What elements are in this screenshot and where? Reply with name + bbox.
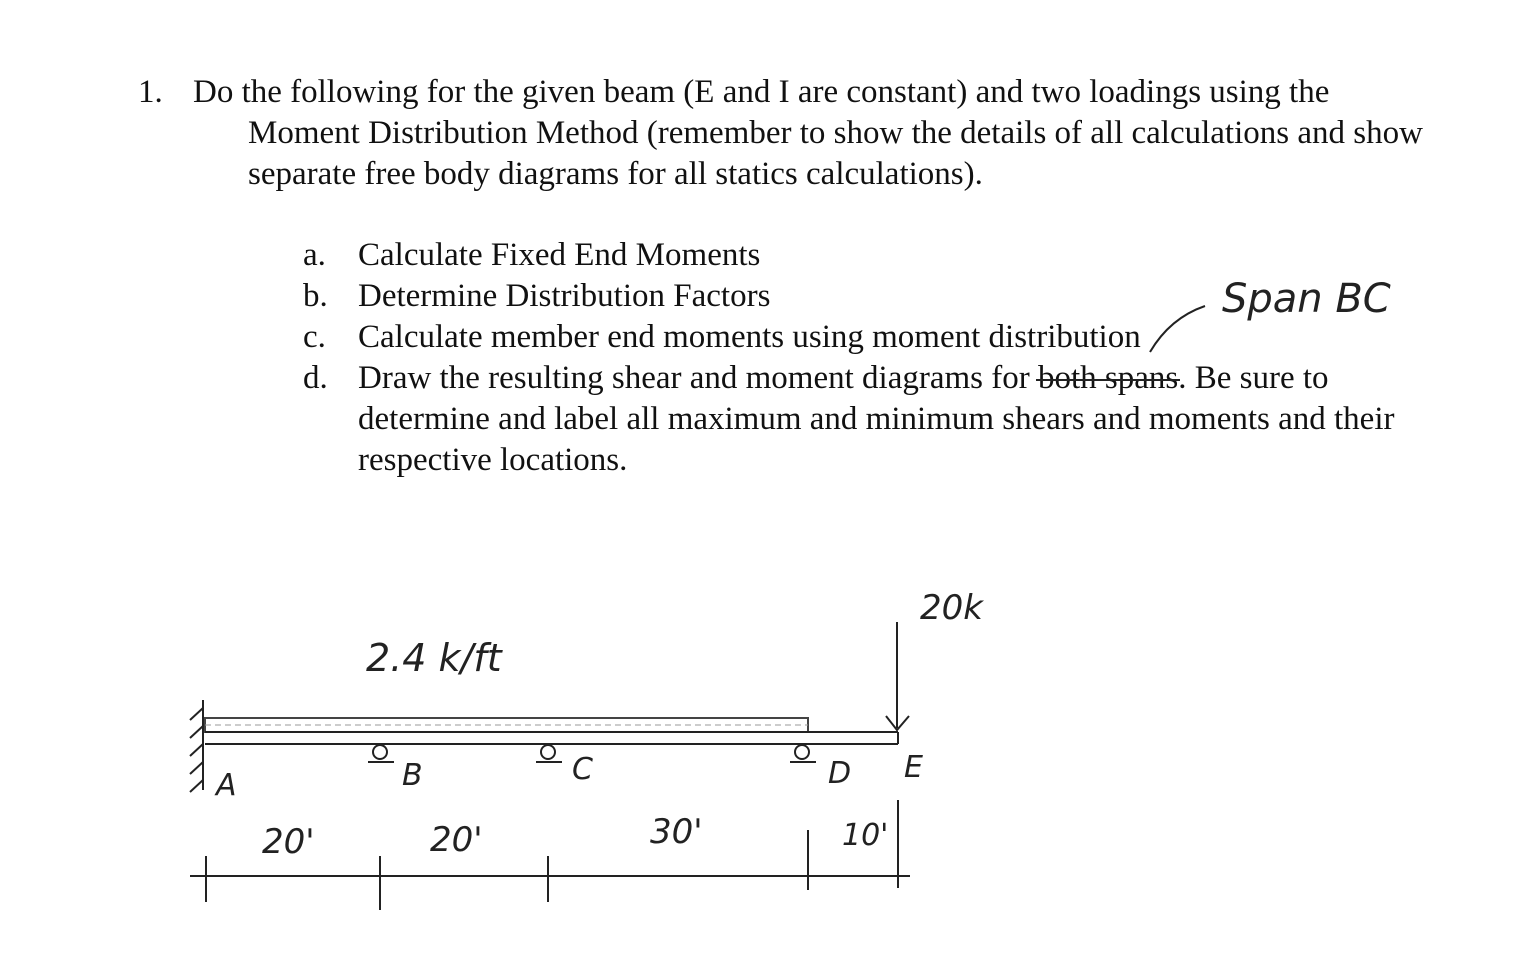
distributed-load-label: 2.4 k/ft <box>366 636 502 680</box>
point-label-b: B <box>402 758 423 793</box>
handwritten-note: Span BC <box>1222 276 1391 322</box>
point-label-d: D <box>828 756 852 791</box>
point-load-arrow <box>886 622 909 730</box>
task-letter: a. <box>303 237 326 273</box>
fixed-support-a <box>190 700 203 792</box>
task-letter: d. <box>303 360 328 396</box>
span-label-ab: 20' <box>262 822 315 862</box>
point-label-c: C <box>572 752 593 787</box>
task-letter: b. <box>303 278 328 314</box>
span-label-bc: 20' <box>430 820 483 860</box>
task-text: Determine Distribution Factors <box>358 278 771 314</box>
problem-text: Do the following for the given beam (E and I are constant) and two loadings using the Moment Distribution Method (remember to show the details of all calculations and show separate free body diagrams for all statics calculations). <box>193 74 1423 192</box>
task-text-after: . Be sure to determine and label all maximum and minimum shears and moments and their respective locations. <box>358 360 1395 478</box>
point-label-e: E <box>904 750 923 785</box>
note-arrow <box>1150 306 1205 352</box>
task-text: Calculate member end moments using moment distribution <box>358 319 1141 355</box>
task-text-before: Draw the resulting shear and moment diagrams for <box>358 360 1038 396</box>
point-label-a: A <box>216 768 237 803</box>
point-load-label: 20k <box>920 588 983 628</box>
support-d <box>790 745 816 762</box>
support-c <box>536 745 562 762</box>
problem-number: 1. <box>138 74 163 110</box>
span-label-de: 10' <box>842 818 889 853</box>
task-text: Calculate Fixed End Moments <box>358 237 761 273</box>
support-b <box>368 745 394 762</box>
span-label-cd: 30' <box>650 812 703 852</box>
task-letter: c. <box>303 319 326 355</box>
struck-text: both spans <box>1037 360 1179 396</box>
